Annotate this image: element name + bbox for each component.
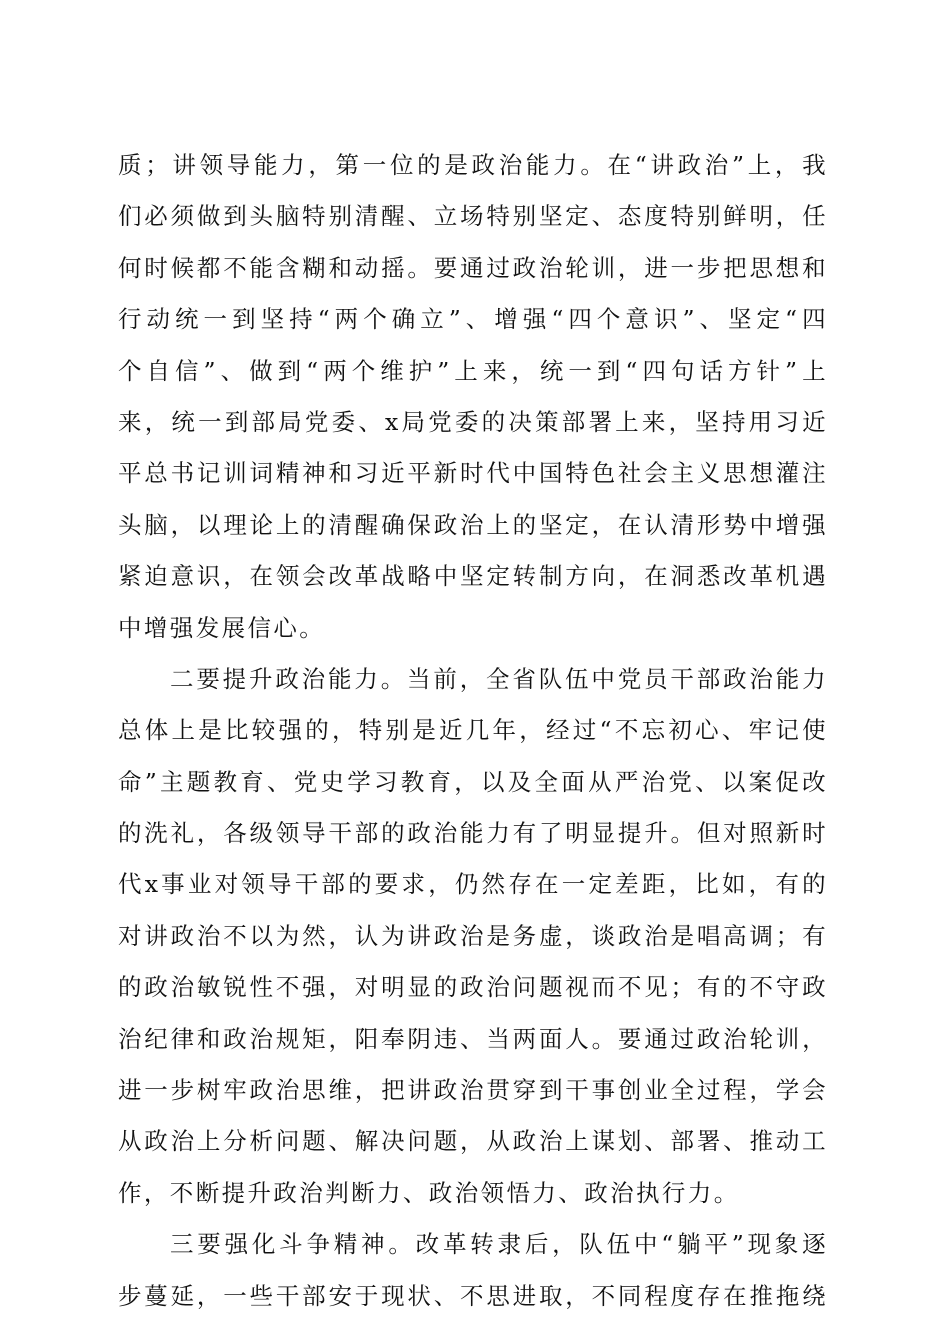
text-line: 作，不断提升政治判断力、政治领悟力、政治执行力。: [118, 1178, 740, 1207]
text-line: 头脑，以理论上的清醒确保政治上的坚定，在认清形势中增强: [118, 510, 828, 539]
text-line: 行动统一到坚持“两个确立”、增强“四个意识”、坚定“四: [118, 305, 828, 334]
text-line: 三要强化斗争精神。改革转隶后，队伍中“躺平”现象逐: [170, 1230, 828, 1259]
text-line: 何时候都不能含糊和动摇。要通过政治轮训，进一步把思想和: [118, 253, 828, 282]
text-line: 紧迫意识，在领会改革战略中坚定转制方向，在洞悉改革机遇: [118, 562, 828, 591]
text-line: 从政治上分析问题、解决问题，从政治上谋划、部署、推动工: [118, 1127, 828, 1156]
text-line: 个自信”、做到“两个维护”上来，统一到“四句话方针”上: [118, 356, 828, 385]
text-line: 对讲政治不以为然，认为讲政治是务虚，谈政治是唱高调；有: [118, 921, 828, 950]
text-line: 二要提升政治能力。当前，全省队伍中党员干部政治能力: [170, 664, 828, 693]
text-line: 中增强发展信心。: [118, 613, 326, 642]
text-line: 步蔓延，一些干部安于现状、不思进取，不同程度存在推拖绕: [118, 1281, 828, 1310]
paragraph-2: [118, 654, 828, 1219]
text-line: 来，统一到部局党委、x局党委的决策部署上来，坚持用习近: [118, 407, 828, 436]
text-line: 治纪律和政治规矩，阳奉阴违、当两面人。要通过政治轮训，: [118, 1024, 828, 1053]
text-line: 命”主题教育、党史学习教育，以及全面从严治党、以案促改: [118, 767, 828, 796]
text-line: 总体上是比较强的，特别是近几年，经过“不忘初心、牢记使: [118, 716, 828, 745]
text-line: 们必须做到头脑特别清醒、立场特别坚定、态度特别鲜明，任: [118, 202, 828, 231]
paragraph-3: [118, 1219, 828, 1322]
text-line: 平总书记训词精神和习近平新时代中国特色社会主义思想灌注: [118, 459, 828, 488]
paragraph-1: [118, 140, 828, 654]
text-line: 代x事业对领导干部的要求，仍然存在一定差距，比如，有的: [118, 870, 828, 899]
text-line: 的洗礼，各级领导干部的政治能力有了明显提升。但对照新时: [118, 819, 828, 848]
text-line: 进一步树牢政治思维，把讲政治贯穿到干事创业全过程，学会: [118, 1076, 828, 1105]
text-line: 的政治敏锐性不强，对明显的政治问题视而不见；有的不守政: [118, 973, 828, 1002]
text-line: 质；讲领导能力，第一位的是政治能力。在“讲政治”上，我: [118, 151, 828, 179]
body-text: [118, 140, 828, 1322]
